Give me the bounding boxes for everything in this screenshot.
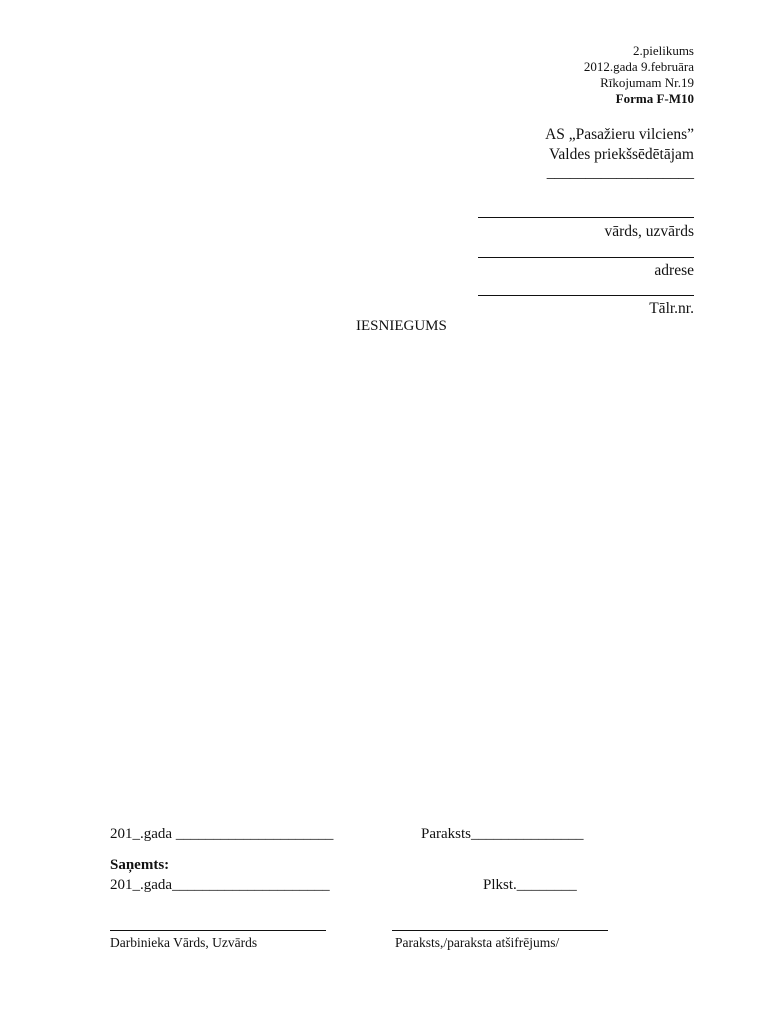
form-id: Forma F-M10 [615,91,694,106]
received-time-field: Plkst.________ [483,877,577,893]
application-date-field: 201_.gada _____________________ [110,826,334,842]
applicant-name-line [478,217,694,218]
employee-name-label: Darbinieka Vārds, Uzvārds [110,935,258,950]
employee-signature-line [392,930,608,931]
document-title: IESNIEGUMS [356,318,447,334]
applicant-phone-label: Tālr.nr. [649,300,694,317]
recipient-company: AS „Pasažieru vilciens” [545,126,694,143]
received-date-field: 201_.gada_____________________ [110,877,330,893]
recipient-name-line: ___________________ [546,164,694,181]
employee-name-line [110,930,326,931]
applicant-name-label: vārds, uzvārds [604,223,694,240]
applicant-address-line [478,257,694,258]
annex-number: 2.pielikums [632,43,694,58]
order-date: 2012.gada 9.februāra [583,59,694,74]
recipient-position: Valdes priekšsēdētājam [548,146,694,163]
received-label: Saņemts: [110,857,170,873]
employee-signature-label: Paraksts,/paraksta atšifrējums/ [395,935,560,950]
applicant-address-label: adrese [654,262,694,279]
applicant-signature-field: Paraksts_______________ [421,826,584,842]
order-reference: Rīkojumam Nr.19 [600,75,694,90]
applicant-phone-line [478,295,694,296]
